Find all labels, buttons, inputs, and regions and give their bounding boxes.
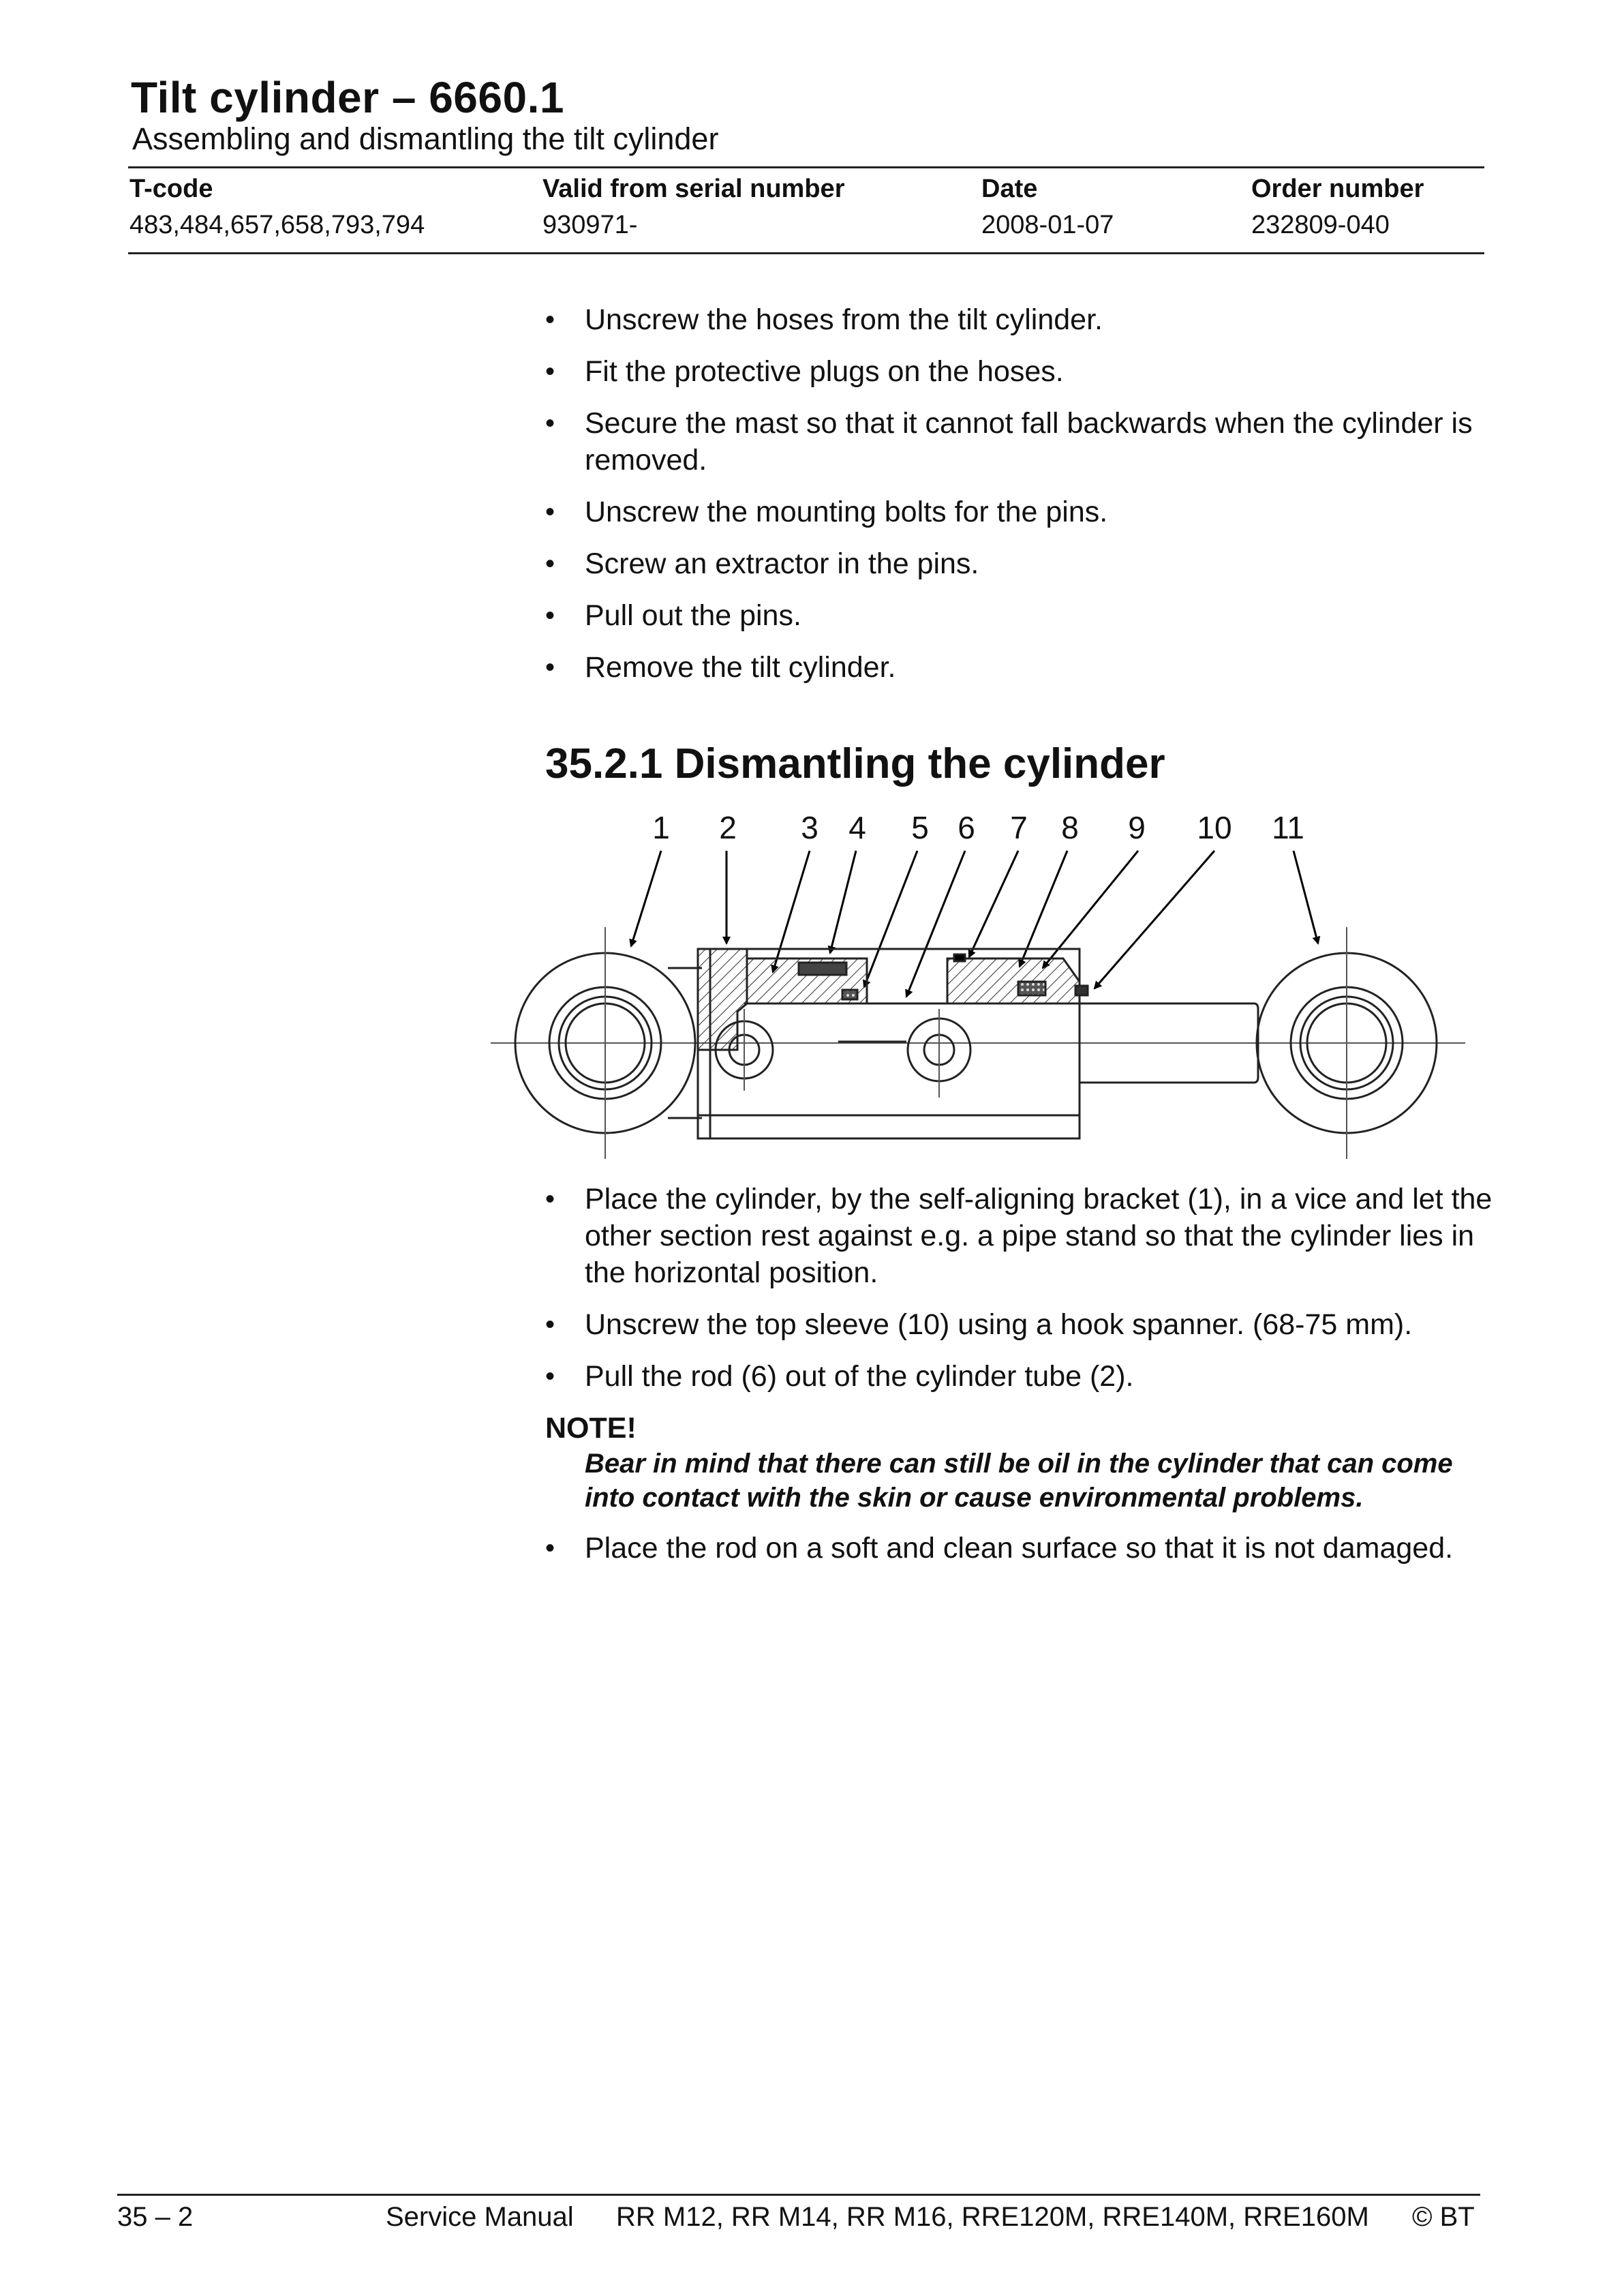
note-text: Bear in mind that there can still be oil in the cylinder that can come into contact with the skin or cause environmental problems. [585, 1449, 1453, 1513]
list-item: • Place the cylinder, by the self-aligning bracket (1), in a vice and let the other section rest against e.g. a pipe stand so that the cylinder lies in the horizontal position. [545, 1181, 1493, 1291]
footer-manual: Service Manual [386, 2202, 574, 2232]
callout-7: 7 [1010, 810, 1028, 845]
meta-value: 2008-01-07 [981, 211, 1114, 239]
callout-3: 3 [801, 810, 818, 845]
callout-1: 1 [652, 810, 670, 845]
footer-page-number: 35 – 2 [117, 2202, 194, 2232]
page-title: Tilt cylinder – 6660.1 [131, 73, 564, 122]
page-subtitle: Assembling and dismantling the tilt cylinder [132, 121, 719, 156]
callout-9: 9 [1128, 810, 1146, 845]
ports [716, 1009, 970, 1098]
callout-6: 6 [958, 810, 975, 845]
callout-11: 11 [1272, 810, 1304, 845]
meta-label: Date [981, 175, 1038, 203]
list-item: • Secure the mast so that it cannot fall backwards when the cylinder is removed. [545, 405, 1493, 479]
meta-value: 930971- [542, 211, 638, 239]
footer-copyright: © BT [1412, 2202, 1475, 2232]
meta-value: 483,484,657,658,793,794 [129, 211, 425, 239]
list-item: • Screw an extractor in the pins. [545, 545, 1493, 582]
list-item: • Unscrew the mounting bolts for the pins. [545, 494, 1493, 530]
meta-value: 232809-040 [1251, 211, 1390, 239]
dismantling-steps [545, 1181, 1493, 1582]
footer-models: RR M12, RR M14, RR M16, RRE120M, RRE140M, RRE160M [616, 2202, 1369, 2232]
meta-label: Valid from serial number [542, 175, 845, 203]
callout-10: 10 [1197, 810, 1232, 845]
list-item: • Fit the protective plugs on the hoses. [545, 353, 1493, 390]
callout-8: 8 [1061, 810, 1079, 845]
footer-divider [117, 2194, 1480, 2196]
callout-labels [652, 810, 1304, 845]
meta-label: T-code [129, 175, 213, 203]
list-item: • Remove the tilt cylinder. [545, 649, 1493, 686]
section-heading: 35.2.1 Dismantling the cylinder [545, 740, 1165, 787]
list-item: • Unscrew the top sleeve (10) using a hook spanner. (68-75 mm). [545, 1306, 1493, 1343]
list-item: • Pull the rod (6) out of the cylinder tube (2). [545, 1358, 1493, 1395]
meta-label: Order number [1251, 175, 1424, 203]
callout-4: 4 [848, 810, 866, 845]
note-title: NOTE! [545, 1412, 637, 1445]
cylinder-head [698, 949, 1088, 1050]
callout-2: 2 [719, 810, 737, 845]
list-item: • Place the rod on a soft and clean surface so that it is not damaged. [545, 1530, 1493, 1567]
callout-5: 5 [911, 810, 929, 845]
list-item: • Pull out the pins. [545, 597, 1493, 634]
list-item: • Unscrew the hoses from the tilt cylinder. [545, 301, 1493, 338]
